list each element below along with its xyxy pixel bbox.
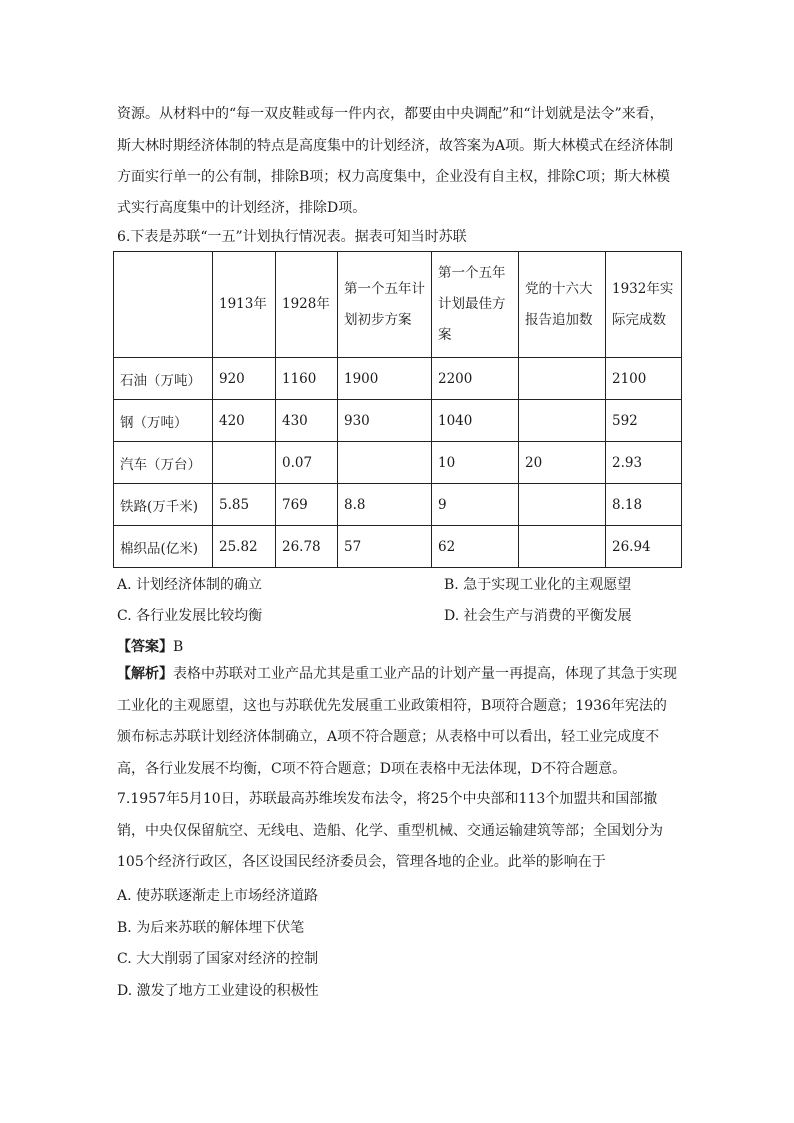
q7-stem bbox=[117, 784, 679, 879]
table-cell: 430 bbox=[276, 400, 338, 442]
table-cell: 920 bbox=[213, 358, 276, 400]
table-header-cell: 第一个五年计划最佳方案 bbox=[432, 252, 519, 358]
table-cell bbox=[519, 526, 606, 568]
analysis-label: 【解析】 bbox=[117, 666, 173, 682]
q6-option-c[interactable]: C. 各行业发展比较均衡 bbox=[117, 608, 263, 624]
table-cell: 2.93 bbox=[606, 442, 682, 484]
table-header-cell: 第一个五年计划初步方案 bbox=[338, 252, 432, 358]
table-cell: 棉织品(亿米) bbox=[114, 526, 213, 568]
table-row bbox=[114, 442, 682, 484]
table-header-cell: 党的十六大报告追加数 bbox=[519, 252, 606, 358]
intro-line-1: 资源。从材料中的“每一双皮鞋或每一件内衣，都要由中央调配”和“计划就是法令”来看， bbox=[117, 106, 664, 122]
intro-line-4: 式实行高度集中的计划经济，排除D项。 bbox=[117, 200, 367, 216]
q6-option-b[interactable]: B. 急于实现工业化的主观愿望 bbox=[444, 577, 632, 593]
q7-option-d[interactable]: D. 激发了地方工业建设的积极性 bbox=[117, 983, 319, 999]
table-header-cell: 1928年 bbox=[276, 252, 338, 358]
table-cell: 2100 bbox=[606, 358, 682, 400]
table-cell: 769 bbox=[276, 484, 338, 526]
table-cell: 1900 bbox=[338, 358, 432, 400]
table-cell: 8.18 bbox=[606, 484, 682, 526]
table-cell: 10 bbox=[432, 442, 519, 484]
table-cell: 1040 bbox=[432, 400, 519, 442]
table-cell: 0.07 bbox=[276, 442, 338, 484]
table-row bbox=[114, 484, 682, 526]
table-row bbox=[114, 358, 682, 400]
table-cell: 钢（万吨） bbox=[114, 400, 213, 442]
table-cell: 26.78 bbox=[276, 526, 338, 568]
table-header-row bbox=[114, 252, 682, 358]
table-cell: 8.8 bbox=[338, 484, 432, 526]
table-cell bbox=[519, 400, 606, 442]
table-cell bbox=[519, 484, 606, 526]
table-cell: 1160 bbox=[276, 358, 338, 400]
answer-value: B bbox=[173, 639, 184, 655]
q7-option-a[interactable]: A. 使苏联逐渐走上市场经济道路 bbox=[117, 888, 319, 904]
table-cell: 20 bbox=[519, 442, 606, 484]
soviet-plan-table bbox=[113, 251, 682, 568]
table-cell: 铁路(万千米) bbox=[114, 484, 213, 526]
analysis-text: 表格中苏联对工业产品尤其是重工业产品的计划产量一再提高，体现了其急于实现工业化的主观愿望，这也与苏联优先发展重工业政策相符，B项符合题意；1936年宪法的颁布标志苏联计划经济体制确立，A项不符合题意；从表格中可以看出，轻工业完成度不高，各行业发展不均衡，C项不符合题意；D项在表格中无法体现，D不符合题意。 bbox=[117, 666, 677, 777]
table-cell: 石油（万吨） bbox=[114, 358, 213, 400]
table-cell: 62 bbox=[432, 526, 519, 568]
q7-stem-text: 7.1957年5月10日，苏联最高苏维埃发布法令，将25个中央部和113个加盟共和国部撤销，中央仅保留航空、无线电、造船、化学、重型机械、交通运输建筑等部；全国划分为105个经济行政区，各区设国民经济委员会，管理各地的企业。此举的影响在于 bbox=[117, 791, 663, 870]
intro-line-2: 斯大林时期经济体制的特点是高度集中的计划经济，故答案为A项。斯大林模式在经济体制 bbox=[117, 138, 674, 154]
table-cell: 57 bbox=[338, 526, 432, 568]
table-header-cell: 1913年 bbox=[213, 252, 276, 358]
table-cell: 汽车（万台） bbox=[114, 442, 213, 484]
table-cell: 930 bbox=[338, 400, 432, 442]
table-cell: 9 bbox=[432, 484, 519, 526]
q7-option-c[interactable]: C. 大大削弱了国家对经济的控制 bbox=[117, 951, 319, 967]
table-row bbox=[114, 526, 682, 568]
table-cell: 420 bbox=[213, 400, 276, 442]
q6-analysis bbox=[117, 659, 679, 785]
q6-stem: 6.下表是苏联“一五”计划执行情况表。据表可知当时苏联 bbox=[117, 229, 467, 245]
table-cell bbox=[213, 442, 276, 484]
table-cell bbox=[519, 358, 606, 400]
intro-line-3: 方面实行单一的公有制，排除B项；权力高度集中，企业没有自主权，排除C项；斯大林模 bbox=[117, 169, 670, 185]
q6-option-d[interactable]: D. 社会生产与消费的平衡发展 bbox=[444, 608, 632, 624]
table-row bbox=[114, 400, 682, 442]
table-cell: 5.85 bbox=[213, 484, 276, 526]
table-cell: 2200 bbox=[432, 358, 519, 400]
table-cell bbox=[338, 442, 432, 484]
q7-option-b[interactable]: B. 为后来苏联的解体埋下伏笔 bbox=[117, 920, 305, 936]
q6-answer bbox=[117, 637, 183, 657]
table-cell: 26.94 bbox=[606, 526, 682, 568]
table-cell: 592 bbox=[606, 400, 682, 442]
q6-option-a[interactable]: A. 计划经济体制的确立 bbox=[117, 577, 263, 593]
table-header-cell: 1932年实际完成数 bbox=[606, 252, 682, 358]
answer-label: 【答案】 bbox=[117, 639, 173, 655]
table-header-cell bbox=[114, 252, 213, 358]
table-cell: 25.82 bbox=[213, 526, 276, 568]
